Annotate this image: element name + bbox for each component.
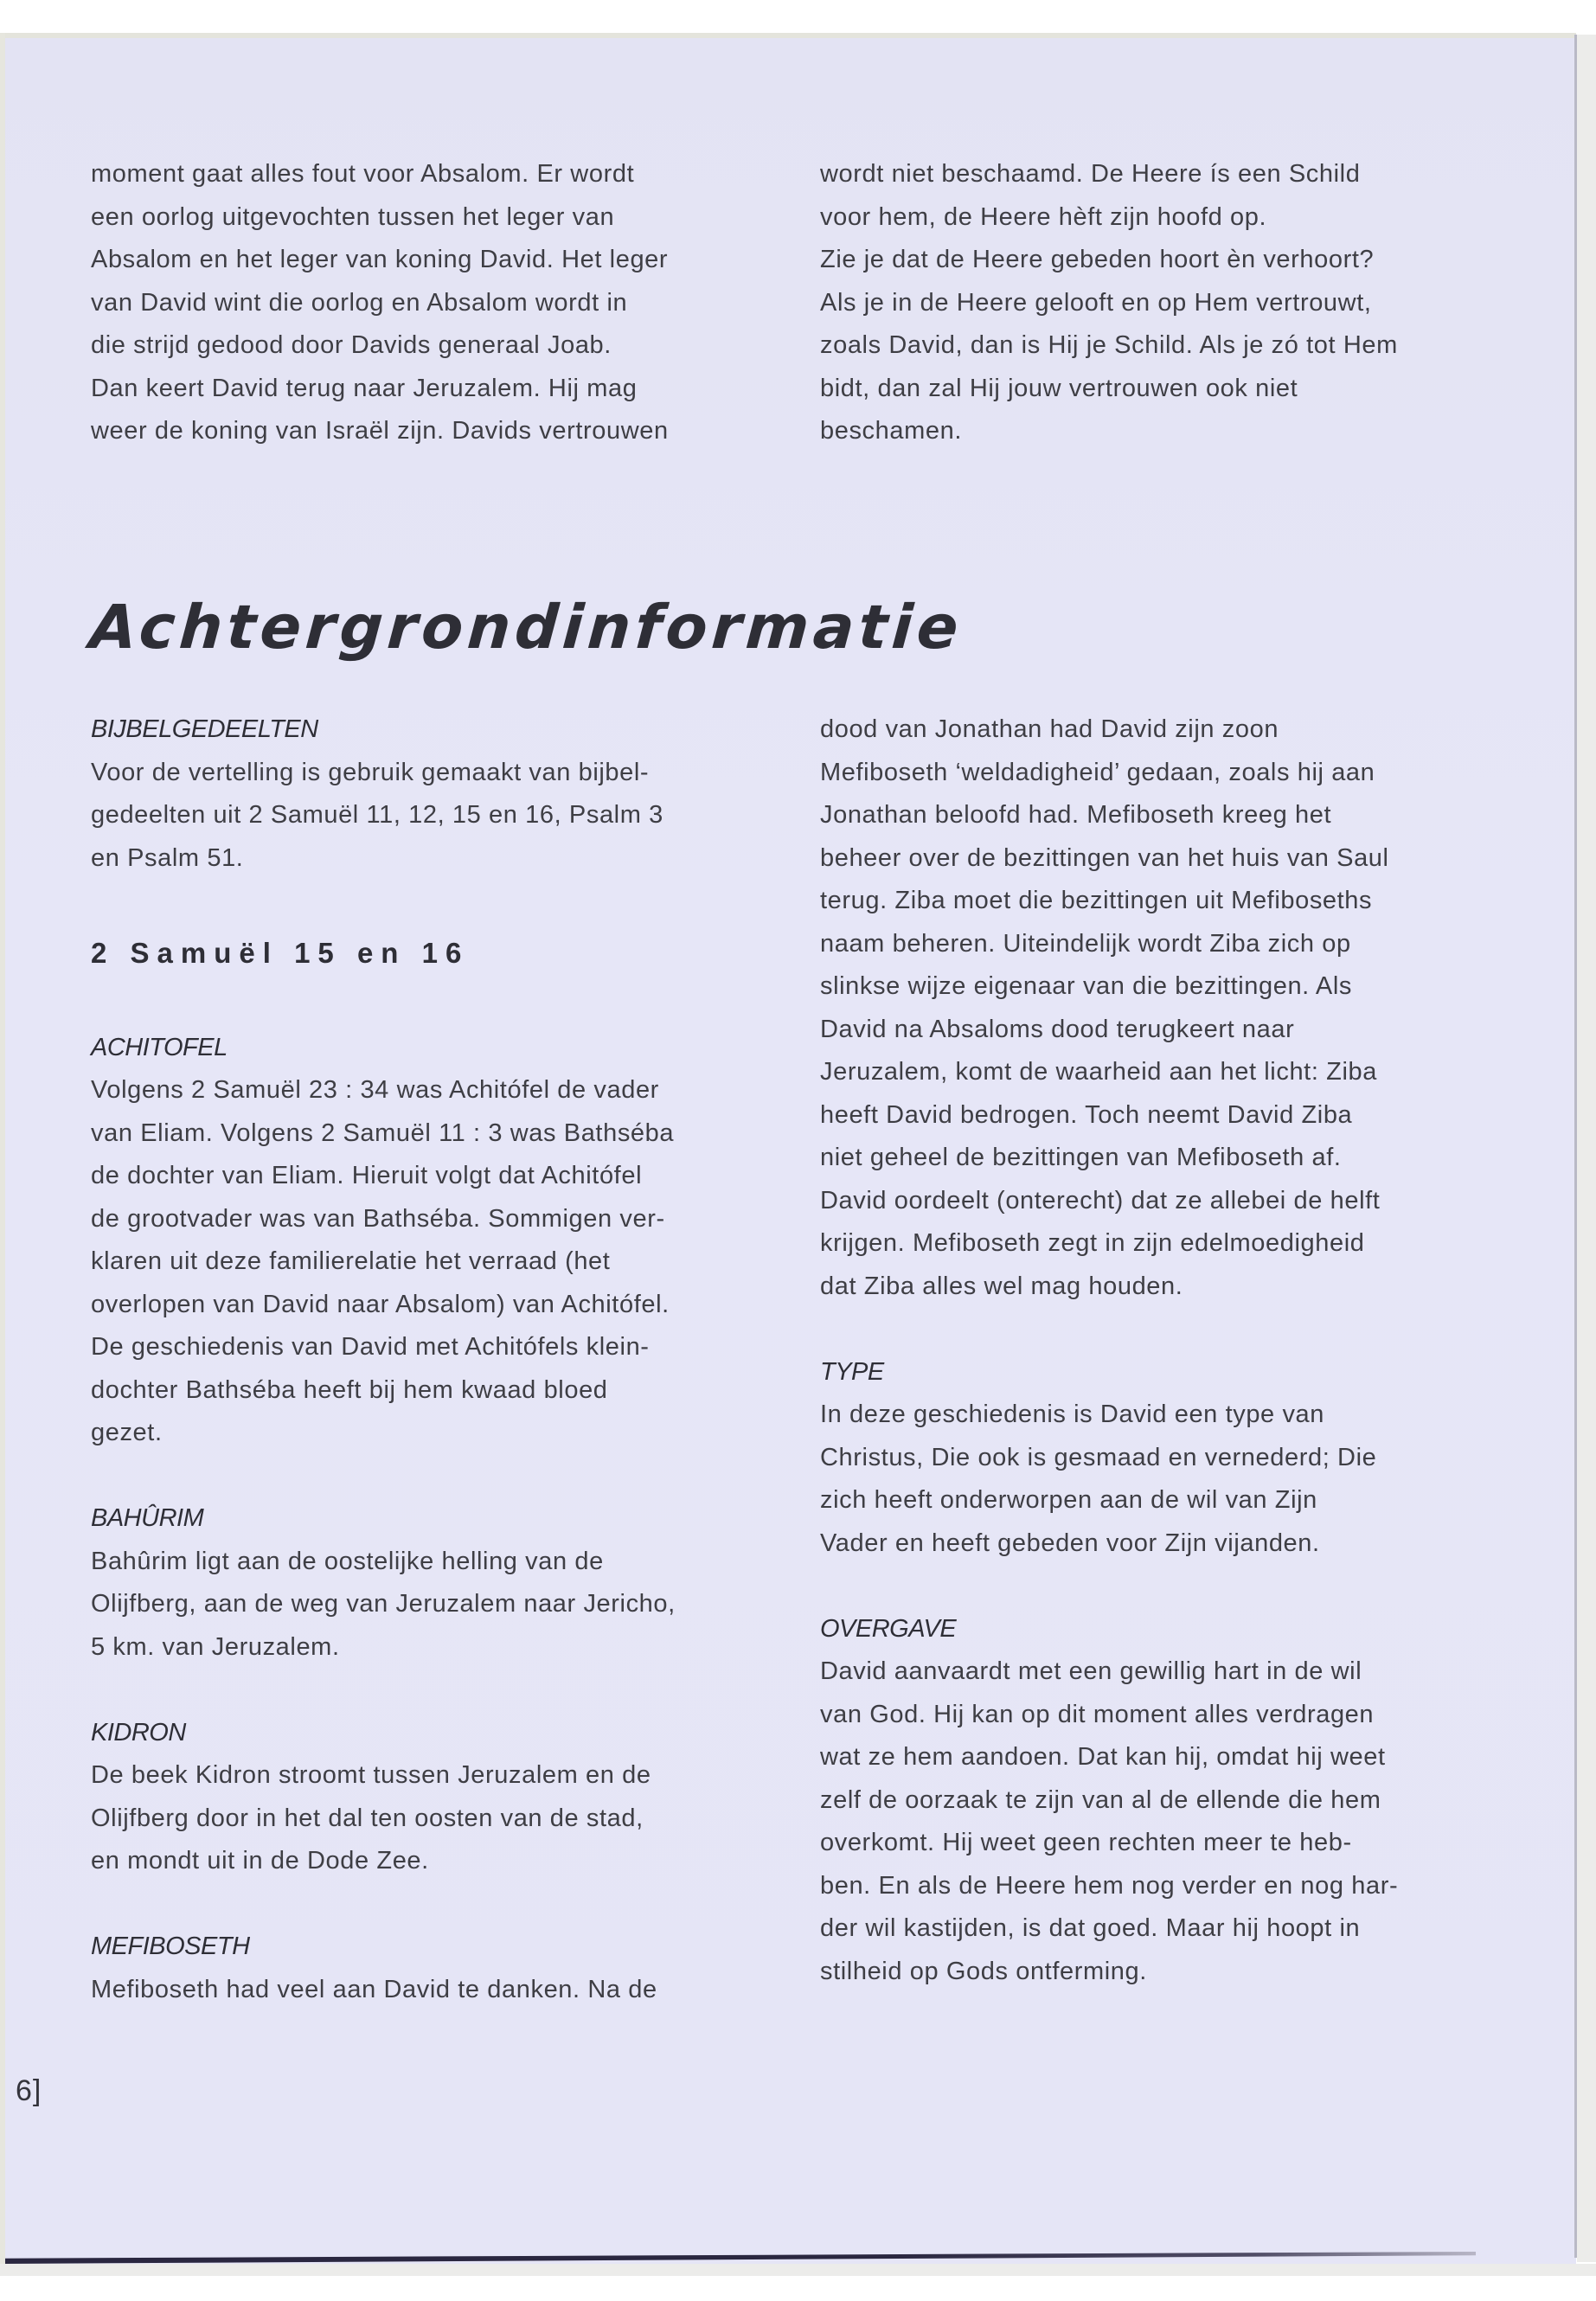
main-heading: Achtergrondinformatie: [87, 592, 965, 663]
background-info-left-column: [91, 708, 757, 2011]
text-line: beheer over de bezittingen van het huis van Saul: [820, 843, 1389, 872]
text-line: Mefiboseth had veel aan David te danken. Na de: [91, 1975, 657, 2003]
text-line: een oorlog uitgevochten tussen het leger van: [91, 202, 615, 231]
text-line: overkomt. Hij weet geen rechten meer te heb-: [820, 1829, 1352, 1856]
section-heading-bijbelgedeelten: BIJBELGEDEELTEN: [91, 715, 318, 743]
text-line: Voor de vertelling is gebruik gemaakt van bijbel-: [91, 758, 650, 786]
text-line: krijgen. Mefiboseth zegt in zijn edelmoedigheid: [820, 1229, 1365, 1257]
section-heading-mefiboseth: MEFIBOSETH: [91, 1932, 250, 1960]
text-line: overlopen van David naar Absalom) van Achitófel.: [91, 1290, 670, 1318]
text-line: naam beheren. Uiteindelijk wordt Ziba zich op: [820, 929, 1351, 958]
background-info-right-column: [820, 708, 1486, 1993]
text-line: der wil kastijden, is dat goed. Maar hij hoopt in: [820, 1914, 1361, 1942]
text-line: ben. En als de Heere hem nog verder en nog har-: [820, 1871, 1399, 1900]
text-line: Absalom en het leger van koning David. Het leger: [91, 246, 669, 273]
text-line: en mondt uit in de Dode Zee.: [91, 1847, 429, 1875]
text-line: klaren uit deze familierelatie het verraad (het: [91, 1247, 611, 1275]
text-line: dochter Bathséba heeft bij hem kwaad bloed: [91, 1375, 608, 1404]
section-heading-type: TYPE: [820, 1357, 884, 1386]
text-line: Christus, Die ook is gesmaad en vernederd; Die: [820, 1443, 1377, 1471]
text-line: Jeruzalem, komt de waarheid aan het licht: Ziba: [820, 1058, 1377, 1086]
text-line: slinkse wijze eigenaar van die bezittingen. Als: [820, 972, 1352, 1000]
text-line: Mefiboseth ‘weldadigheid’ gedaan, zoals hij aan: [820, 758, 1375, 786]
intro-text-right-column: [820, 153, 1486, 453]
text-line: Als je in de Heere gelooft en op Hem vertrouwt,: [820, 288, 1372, 317]
text-line: Olijfberg, aan de weg van Jeruzalem naar Jericho,: [91, 1590, 676, 1618]
page-right-margin: [1577, 35, 1596, 2262]
text-line: niet geheel de bezittingen van Mefiboseth af.: [820, 1144, 1342, 1171]
text-line: dat Ziba alles wel mag houden.: [820, 1272, 1183, 1300]
text-line: gezet.: [91, 1419, 163, 1446]
text-line: De beek Kidron stroomt tussen Jeruzalem en de: [91, 1761, 651, 1789]
page-bottom-margin: [0, 2264, 1596, 2276]
text-line: wat ze hem aandoen. Dat kan hij, omdat hij weet: [820, 1743, 1386, 1771]
text-line: de grootvader was van Bathséba. Sommigen ver-: [91, 1204, 665, 1233]
text-line: zoals David, dan is Hij je Schild. Als je zó tot Hem: [820, 331, 1398, 359]
section-heading-overgave: OVERGAVE: [820, 1614, 957, 1643]
text-line: de dochter van Eliam. Hieruit volgt dat Achitófel: [91, 1162, 643, 1189]
text-line: Volgens 2 Samuël 23 : 34 was Achitófel de vader: [91, 1076, 659, 1104]
text-line: weer de koning van Israël zijn. Davids vertrouwen: [91, 417, 669, 445]
section-heading-kidron: KIDRON: [91, 1718, 186, 1747]
page-number: 6]: [16, 2074, 42, 2107]
text-line: van David wint die oorlog en Absalom wordt in: [91, 288, 628, 317]
text-line: die strijd gedood door Davids generaal Joab.: [91, 331, 612, 359]
intro-text-left-column: [91, 153, 757, 453]
chapter-title: 2 Samuël 15 en 16: [91, 937, 470, 969]
section-heading-achitofel: ACHITOFEL: [91, 1033, 228, 1061]
text-line: beschamen.: [820, 417, 962, 445]
text-line: bidt, dan zal Hij jouw vertrouwen ook niet: [820, 374, 1298, 402]
text-line: Zie je dat de Heere gebeden hoort èn verhoort?: [820, 246, 1375, 273]
text-line: David oordeelt (onterecht) dat ze allebei de helft: [820, 1186, 1381, 1215]
text-line: David na Absaloms dood terugkeert naar: [820, 1015, 1295, 1043]
text-line: Dan keert David terug naar Jeruzalem. Hij mag: [91, 374, 638, 402]
text-line: zelf de oorzaak te zijn van al de ellende die hem: [820, 1785, 1381, 1814]
text-line: Vader en heeft gebeden voor Zijn vijanden.: [820, 1529, 1320, 1557]
text-line: In deze geschiedenis is David een type van: [820, 1400, 1324, 1428]
text-line: van Eliam. Volgens 2 Samuël 11 : 3 was Bathséba: [91, 1118, 675, 1147]
text-line: voor hem, de Heere hèft zijn hoofd op.: [820, 202, 1267, 231]
text-line: heeft David bedrogen. Toch neemt David Ziba: [820, 1100, 1353, 1129]
text-line: terug. Ziba moet die bezittingen uit Mefiboseths: [820, 887, 1373, 914]
text-line: Olijfberg door in het dal ten oosten van de stad,: [91, 1804, 644, 1832]
text-line: van God. Hij kan op dit moment alles verdragen: [820, 1700, 1375, 1728]
text-line: David aanvaardt met een gewillig hart in de wil: [820, 1657, 1362, 1685]
text-line: moment gaat alles fout voor Absalom. Er wordt: [91, 160, 635, 188]
text-line: Bahûrim ligt aan de oostelijke helling van de: [91, 1547, 604, 1575]
text-line: Jonathan beloofd had. Mefiboseth kreeg het: [820, 801, 1332, 829]
text-line: gedeelten uit 2 Samuël 11, 12, 15 en 16, Psalm 3: [91, 801, 663, 829]
text-line: dood van Jonathan had David zijn zoon: [820, 715, 1279, 743]
text-line: zich heeft onderworpen aan de wil van Zijn: [820, 1486, 1317, 1514]
text-line: wordt niet beschaamd. De Heere ís een Schild: [820, 160, 1361, 188]
text-line: 5 km. van Jeruzalem.: [91, 1632, 340, 1661]
text-line: en Psalm 51.: [91, 843, 244, 872]
text-line: stilheid op Gods ontferming.: [820, 1957, 1147, 1985]
text-line: De geschiedenis van David met Achitófels klein-: [91, 1333, 650, 1361]
section-heading-bahurim: BAHÛRIM: [91, 1504, 204, 1532]
